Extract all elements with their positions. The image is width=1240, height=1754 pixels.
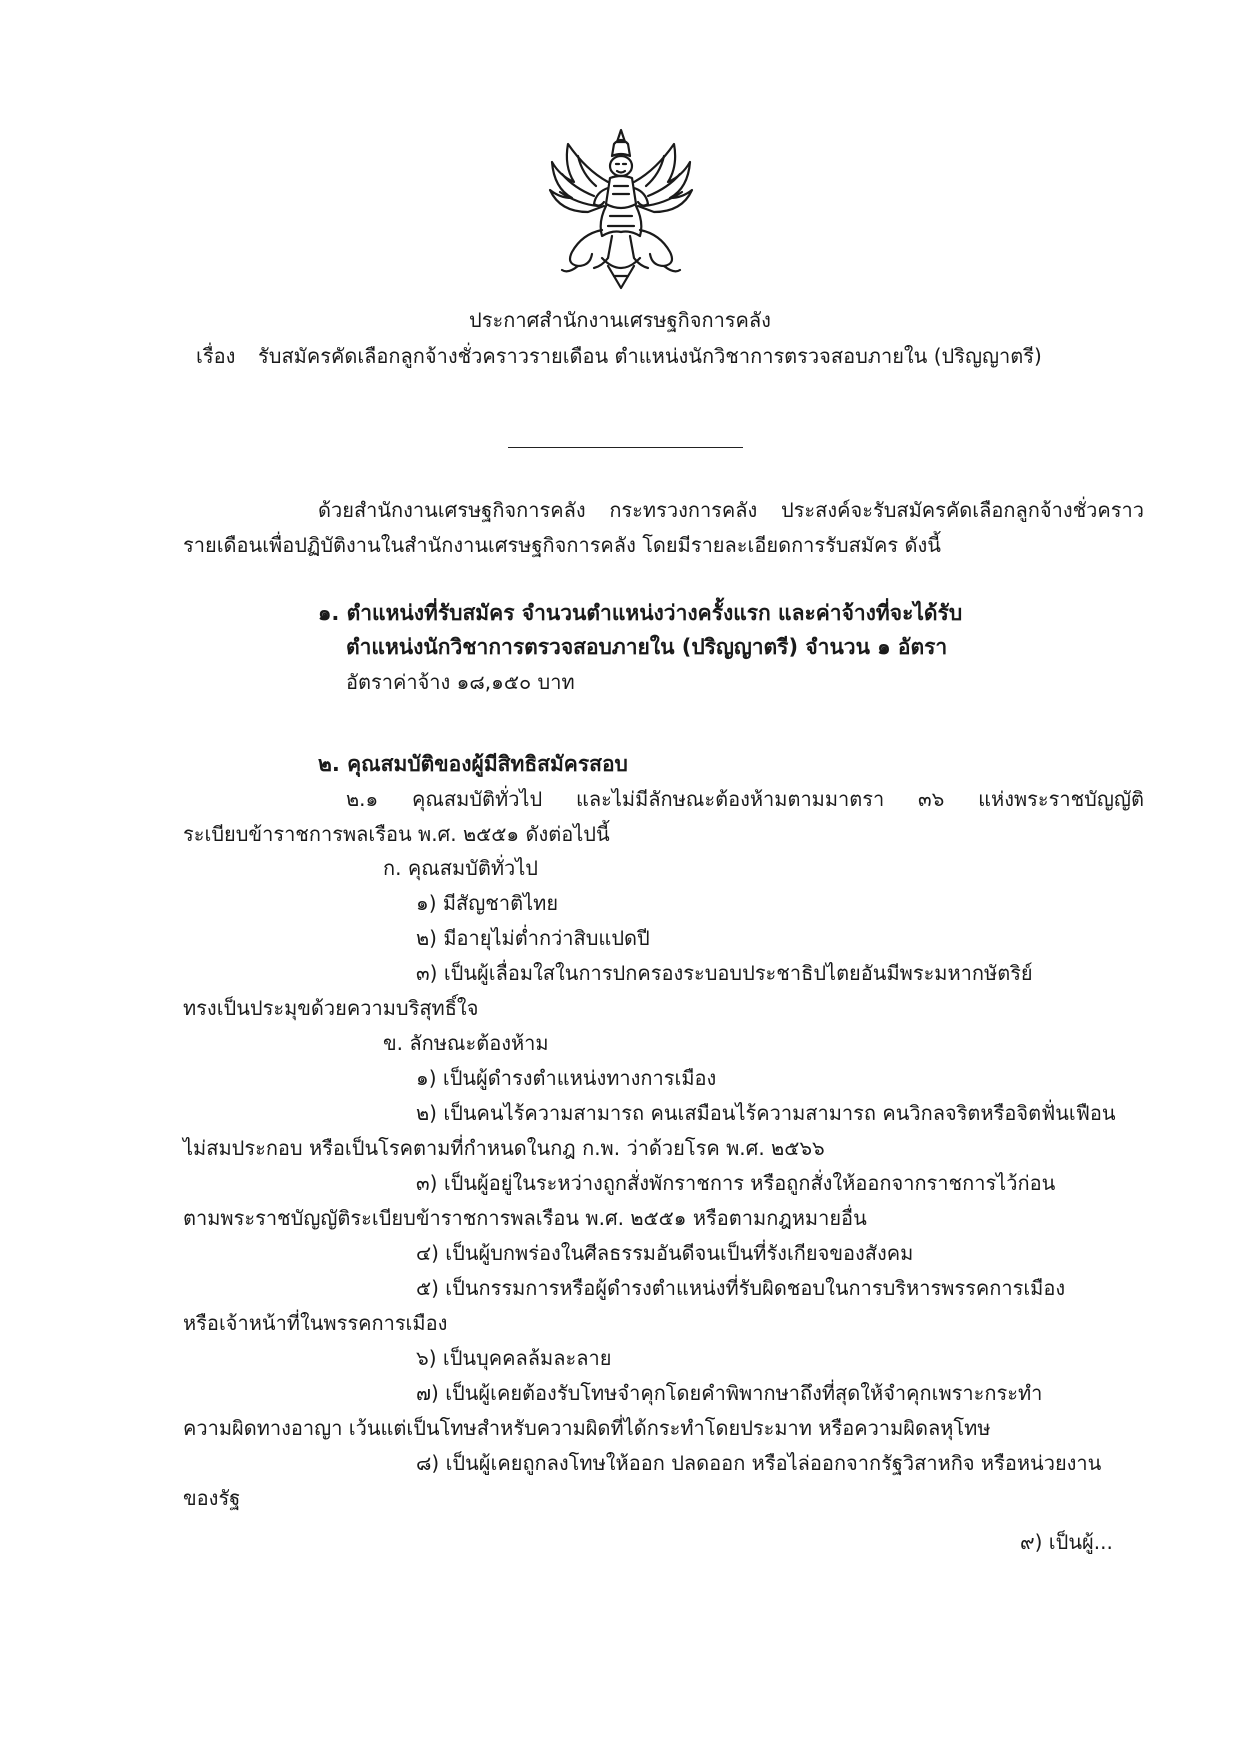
subject-label: เรื่อง bbox=[196, 344, 236, 368]
intro-word: ประสงค์จะรับสมัครคัดเลือกลูกจ้างชั่วคราว bbox=[780, 498, 1144, 522]
section1-heading: ๑. ตำแหน่งที่รับสมัคร จำนวนตำแหน่งว่างครั้งแรก และค่าจ้างที่จะได้รับ bbox=[318, 601, 963, 625]
garuda-emblem bbox=[538, 126, 704, 292]
section1-position: ตำแหน่งนักวิชาการตรวจสอบภายใน (ปริญญาตรี) จำนวน ๑ อัตรา bbox=[346, 635, 948, 659]
general-item-cont: ทรงเป็นประมุขด้วยความบริสุทธิ์ใจ bbox=[183, 996, 479, 1020]
prohibited-item: ๒) เป็นคนไร้ความสามารถ คนเสมือนไร้ความสามารถ คนวิกลจริตหรือจิตฟั่นเฟือน bbox=[416, 1101, 1116, 1125]
prohibited-item: ๓) เป็นผู้อยู่ในระหว่างถูกสั่งพักราชการ หรือถูกสั่งให้ออกจากราชการไว้ก่อน bbox=[416, 1171, 1056, 1195]
intro-line-1 bbox=[318, 497, 1144, 523]
intro-line-2: รายเดือนเพื่อปฏิบัติงานในสำนักงานเศรษฐกิจการคลัง โดยมีรายละเอียดการรับสมัคร ดังนี้ bbox=[183, 533, 941, 557]
sub1-word: และไม่มีลักษณะต้องห้ามตามมาตรา bbox=[575, 787, 885, 811]
sub1-word: ๓๖ bbox=[918, 787, 945, 811]
sub1-word: คุณสมบัติทั่วไป bbox=[412, 787, 543, 811]
general-item: ๓) เป็นผู้เลื่อมใสในการปกครองระบอบประชาธิปไตยอันมีพระมหากษัตริย์ bbox=[416, 961, 1033, 985]
subject-text: รับสมัครคัดเลือกลูกจ้างชั่วคราวรายเดือน ตำแหน่งนักวิชาการตรวจสอบภายใน (ปริญญาตรี) bbox=[258, 344, 1042, 368]
section1-wage: อัตราค่าจ้าง ๑๘,๑๕๐ บาท bbox=[346, 670, 575, 694]
section2-heading: ๒. คุณสมบัติของผู้มีสิทธิสมัครสอบ bbox=[318, 752, 628, 776]
prohibited-item: ๘) เป็นผู้เคยถูกลงโทษให้ออก ปลดออก หรือไล่ออกจากรัฐวิสาหกิจ หรือหน่วยงาน bbox=[416, 1451, 1102, 1475]
sub1-word: ๒.๑ bbox=[346, 787, 379, 811]
sub1-word: แห่งพระราชบัญญัติ bbox=[978, 787, 1144, 811]
intro-word: ด้วยสำนักงานเศรษฐกิจการคลัง bbox=[318, 498, 586, 522]
section2-sub1-line-1 bbox=[346, 786, 1144, 812]
prohibited-item: ๕) เป็นกรรมการหรือผู้ดำรงตำแหน่งที่รับผิดชอบในการบริหารพรรคการเมือง bbox=[416, 1276, 1066, 1300]
prohibited-item: ๑) เป็นผู้ดำรงตำแหน่งทางการเมือง bbox=[416, 1066, 717, 1090]
prohibited-item-cont: ความผิดทางอาญา เว้นแต่เป็นโทษสำหรับความผิดที่ได้กระทำโดยประมาท หรือความผิดลหุโทษ bbox=[183, 1416, 991, 1440]
prohibited-item-cont: ของรัฐ bbox=[183, 1486, 241, 1510]
prohibited-item: ๗) เป็นผู้เคยต้องรับโทษจำคุกโดยคำพิพากษาถึงที่สุดให้จำคุกเพราะกระทำ bbox=[416, 1381, 1043, 1405]
intro-word: กระทรวงการคลัง bbox=[609, 498, 758, 522]
org-title: ประกาศสำนักงานเศรษฐกิจการคลัง bbox=[469, 308, 771, 332]
general-item: ๒) มีอายุไม่ต่ำกว่าสิบแปดปี bbox=[416, 926, 650, 950]
page-continuation: ๙) เป็นผู้... bbox=[1020, 1530, 1113, 1554]
section2-sub1-line-2: ระเบียบข้าราชการพลเรือน พ.ศ. ๒๕๕๑ ดังต่อไปนี้ bbox=[183, 822, 610, 846]
prohibited-item-cont: หรือเจ้าหน้าที่ในพรรคการเมือง bbox=[183, 1311, 448, 1335]
title-underline bbox=[508, 447, 743, 448]
general-item: ๑) มีสัญชาติไทย bbox=[416, 891, 559, 915]
general-heading: ก. คุณสมบัติทั่วไป bbox=[383, 856, 538, 880]
prohibited-item: ๔) เป็นผู้บกพร่องในศีลธรรมอันดีจนเป็นที่รังเกียจของสังคม bbox=[416, 1241, 914, 1265]
prohibited-item: ๖) เป็นบุคคลล้มละลาย bbox=[416, 1346, 612, 1370]
prohibited-item-cont: ไม่สมประกอบ หรือเป็นโรคตามที่กำหนดในกฎ ก.พ. ว่าด้วยโรค พ.ศ. ๒๕๖๖ bbox=[183, 1136, 825, 1160]
prohibited-heading: ข. ลักษณะต้องห้าม bbox=[383, 1031, 549, 1055]
prohibited-item-cont: ตามพระราชบัญญัติระเบียบข้าราชการพลเรือน พ.ศ. ๒๕๕๑ หรือตามกฎหมายอื่น bbox=[183, 1206, 867, 1230]
